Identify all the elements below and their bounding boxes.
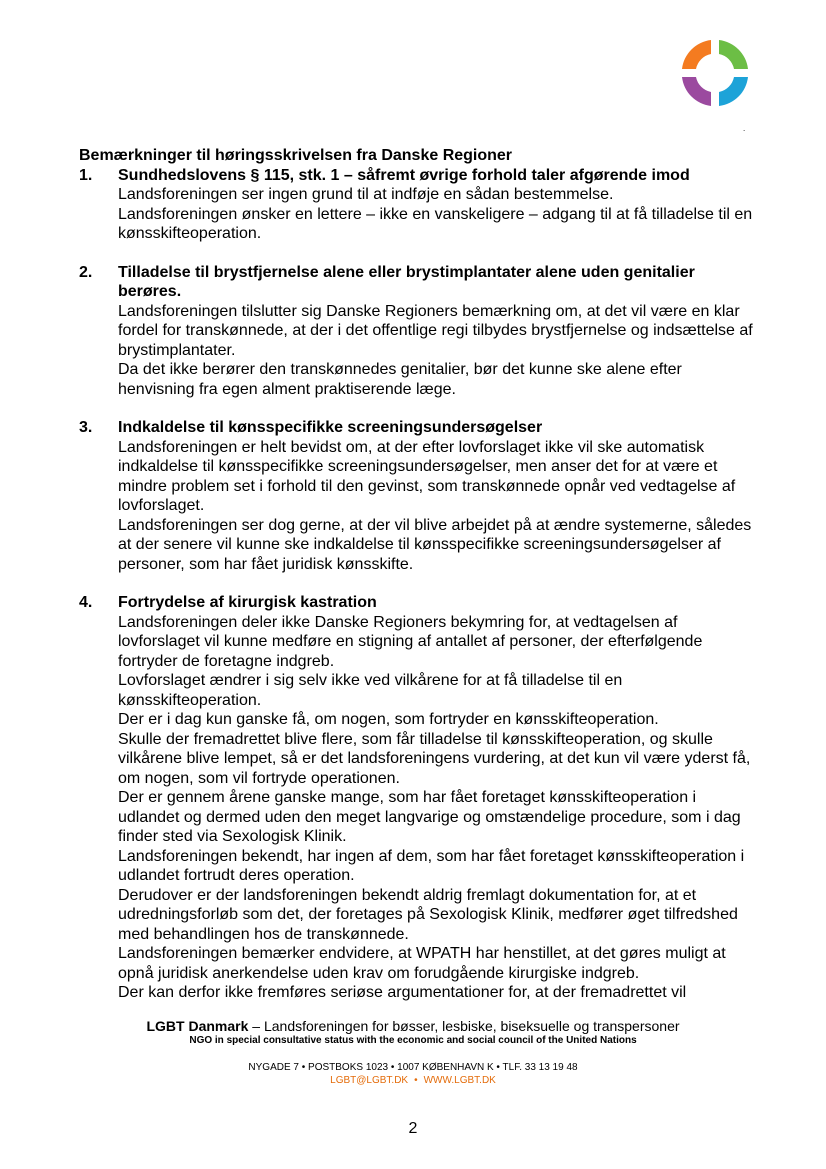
footer-organization [0,1018,826,1034]
footer-email-link[interactable]: LGBT@LGBT.DK [330,1075,409,1086]
section-paragraph: Landsforeningen bemærker endvidere, at WPATH har henstillet, at det gøres muligt at opnå juridisk anerkendelse uden krav om forudgående kirurgiske indgreb. [118,945,726,982]
footer-address: NYGADE 7 • POSTBOKS 1023 • 1007 KØBENHAVN K • TLF. 33 13 19 48 [248,1062,578,1073]
logo-segment-purple [682,77,711,106]
section-paragraph: Landsforeningen deler ikke Danske Regioners bekymring for, at vedtagelsen af lovforslaget vil kunne medføre en stigning af antallet af personer, der efterfølgende fortryder de foretagne indgreb. [118,613,703,670]
section-number: 4. [79,594,93,611]
section-number: 3. [79,419,93,436]
section-paragraph: Lovforslaget ændrer i sig selv ikke ved vilkårene for at få tilladelse til en kønsskifteoperation. [118,672,623,709]
section-paragraph: Landsforeningen ser dog gerne, at der vil blive arbejdet på at ændre systemerne, således at der senere vil kunne ske indkaldelse til kønsspecifikke screeningsundersøgelser af personer, som har fået juridisk kønsskifte. [118,516,752,573]
document-body [79,146,759,1003]
footer-separator: • [414,1075,418,1086]
lgbt-danmark-logo [680,38,750,108]
section-title: Tilladelse til brystfjernelse alene eller brystimplantater alene uden genitalier berøres. [118,263,695,300]
section-paragraph: Skulle der fremadrettet blive flere, som får tilladelse til kønsskifteoperation, og skulle vilkårene blive lempet, så er det landsforeningens vurdering, at det kun vil være yderst få, om nogen, som vil fortryde operationen. [118,730,751,787]
section-paragraph: Der er gennem årene ganske mange, som har fået foretaget kønsskifteoperation i udlandet og dermed uden den meget langvarige og omstændelige procedure, som i dag finder sted via Sexologisk Klinik. [118,789,741,845]
section-title: Fortrydelse af kirurgisk kastration [118,594,377,611]
section-4 [79,593,759,1003]
footer-org-name: LGBT Danmark [146,1018,249,1034]
section-paragraph: Der kan derfor ikke fremføres seriøse argumentationer for, at der fremadrettet vil [118,984,687,1001]
footer-contact [0,1075,826,1087]
logo-segment-blue [719,77,748,106]
section-paragraph: Landsforeningen ser ingen grund til at indføje en sådan bestemmelse. [118,186,614,203]
logo-segment-green [719,40,748,69]
section-2 [79,263,759,400]
footer-website-link[interactable]: WWW.LGBT.DK [423,1075,496,1086]
section-paragraph: Landsforeningen ønsker en lettere – ikke en vanskeligere – adgang til at få tilladelse til en kønsskifteoperation. [118,205,753,242]
footer-ngo-status: NGO in special consultative status with the economic and social council of the United Nations [189,1035,637,1046]
logo-segment-orange [682,40,711,69]
section-paragraph: Landsforeningen bekendt, har ingen af dem, som har fået foretaget kønsskifteoperation i udlandet fortrudt deres operation. [118,847,745,884]
section-paragraph: Landsforeningen tilslutter sig Danske Regioners bemærkning om, at det vil være en klar fordel for transkønnede, at der i det offentlige regi tilbydes brystfjernelse og indsættelse af brystimplantater. [118,302,753,359]
section-paragraph: Landsforeningen er helt bevidst om, at der efter lovforslaget ikke vil ske automatisk indkaldelse til kønsspecifikke screeningsundersøgelser, men anser det for at være et mindre problem set i forhold til den gevinst, som transkønnede opnår ved vedtagelse af lovforslaget. [118,438,736,514]
corner-dot: . [743,124,746,133]
page-number: 2 [408,1120,418,1137]
document-heading: Bemærkninger til høringsskrivelsen fra Danske Regioner [79,147,513,164]
section-paragraph: Da det ikke berører den transkønnedes genitalier, bør det kunne ske alene efter henvisning fra egen alment praktiserende læge. [118,361,682,398]
section-title: Indkaldelse til kønsspecifikke screeningsundersøgelser [118,419,543,436]
section-number: 2. [79,263,93,281]
section-title: Sundhedslovens § 115, stk. 1 – såfremt øvrige forhold taler afgørende imod [118,166,690,184]
footer-org-description: – Landsforeningen for bøsser, lesbiske, biseksuelle og transpersoner [248,1018,680,1034]
section-1 [79,166,759,244]
section-paragraph: Der er i dag kun ganske få, om nogen, som fortryder en kønsskifteoperation. [118,711,659,728]
section-number: 1. [79,166,93,184]
section-paragraph: Derudover er der landsforeningen bekendt aldrig fremlagt dokumentation for, at et udredningsforløb som det, der foretages på Sexologisk Klinik, medfører øget tilfredshed med behandlingen hos de transkønnede. [118,886,738,943]
section-3 [79,418,759,574]
